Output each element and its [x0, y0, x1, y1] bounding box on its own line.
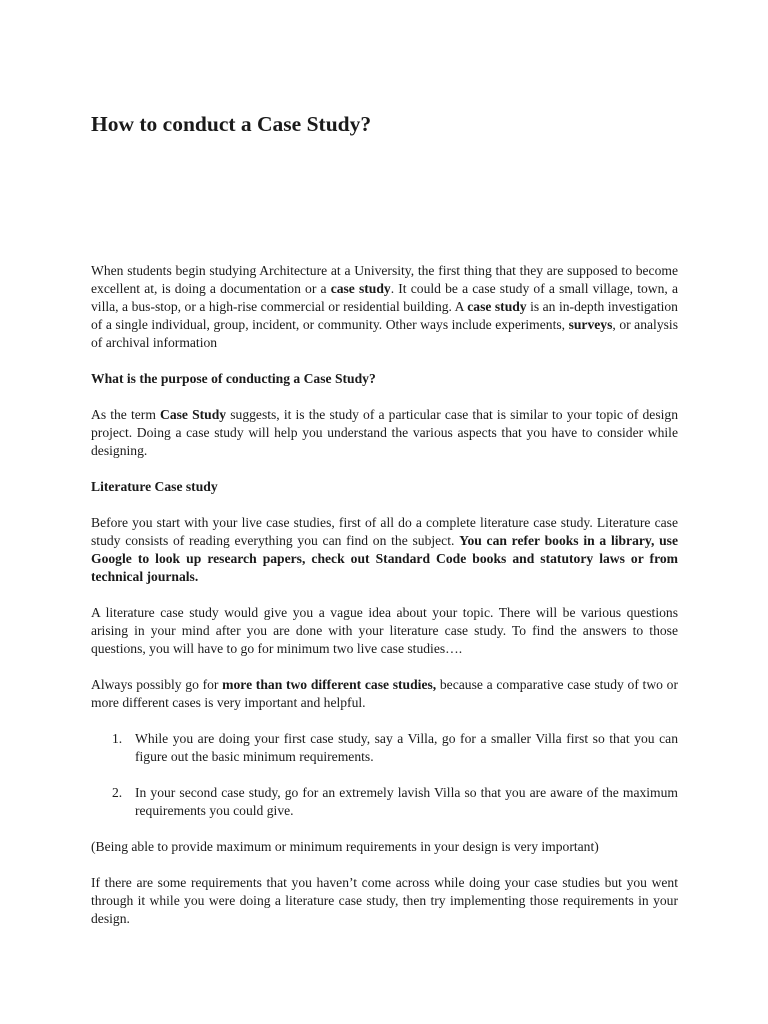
literature-text-1: Before you start with your live case studies, first of all do a complete literature case study. Literature case study consists of reading everything you can find on the subject. — [91, 515, 678, 548]
list-item-number: 2. — [112, 785, 123, 800]
intro-bold-3: surveys — [568, 317, 613, 332]
list-item — [91, 730, 678, 766]
intro-paragraph — [91, 262, 678, 352]
intro-text-2: . It could be a case study of a small village, town, a villa, a bus-stop, or a high-rise commercial or residential building. A — [91, 281, 678, 314]
document-body — [91, 262, 678, 928]
case-study-list — [91, 730, 678, 820]
page-title: How to conduct a Case Study? — [91, 112, 372, 136]
intro-text-3: is an in-depth investigation of a single individual, group, incident, or community. Other ways include experiments, — [91, 299, 678, 332]
always-text-1: Always possibly go for — [91, 677, 223, 692]
list-item — [91, 784, 678, 820]
intro-bold-2: case study — [467, 299, 527, 314]
note-paragraph: (Being able to provide maximum or minimum requirements in your design is very important) — [91, 839, 599, 854]
literature-heading: Literature Case study — [91, 479, 218, 494]
intro-text-1: When students begin studying Architecture at a University, the first thing that they are supposed to become excellent at, is doing a documentation or a — [91, 263, 678, 296]
final-paragraph: If there are some requirements that you haven’t come across while doing your case studies but you went through it while you were doing a literature case study, then try implementing those requirements in your design. — [91, 875, 678, 926]
purpose-heading: What is the purpose of conducting a Case Study? — [91, 371, 376, 386]
literature-paragraph — [91, 514, 678, 586]
literature-bold-1: You can refer books in a library, use Google to look up research papers, check out Standard Code books and statutory laws or from technical journals. — [91, 533, 678, 584]
list-item-text: In your second case study, go for an extremely lavish Villa so that you are aware of the maximum requirements you could give. — [135, 785, 678, 818]
intro-bold-1: case study — [330, 281, 391, 296]
list-item-number: 1. — [112, 731, 123, 746]
purpose-bold-1: Case Study — [160, 407, 227, 422]
intro-text-4: , or analysis of archival information — [91, 317, 678, 350]
always-bold-1: more than two different case studies, — [222, 677, 437, 692]
list-item-text: While you are doing your first case study, say a Villa, go for a smaller Villa first so that you can figure out the basic minimum requirements. — [135, 731, 678, 764]
always-text-2: because a comparative case study of two or more different cases is very important and helpful. — [91, 677, 678, 710]
purpose-text-2: suggests, it is the study of a particular case that is similar to your topic of design project. Doing a case study will help you understand the various aspects that you have to consider while designing. — [91, 407, 679, 458]
literature-paragraph-2: A literature case study would give you a vague idea about your topic. There will be various questions arising in your mind after you are done with your literature case study. To find the answers to those questions, you will have to go for minimum two live case studies…. — [91, 605, 678, 656]
purpose-text-1: As the term — [91, 407, 161, 422]
always-paragraph — [91, 676, 678, 712]
purpose-paragraph — [91, 406, 678, 460]
